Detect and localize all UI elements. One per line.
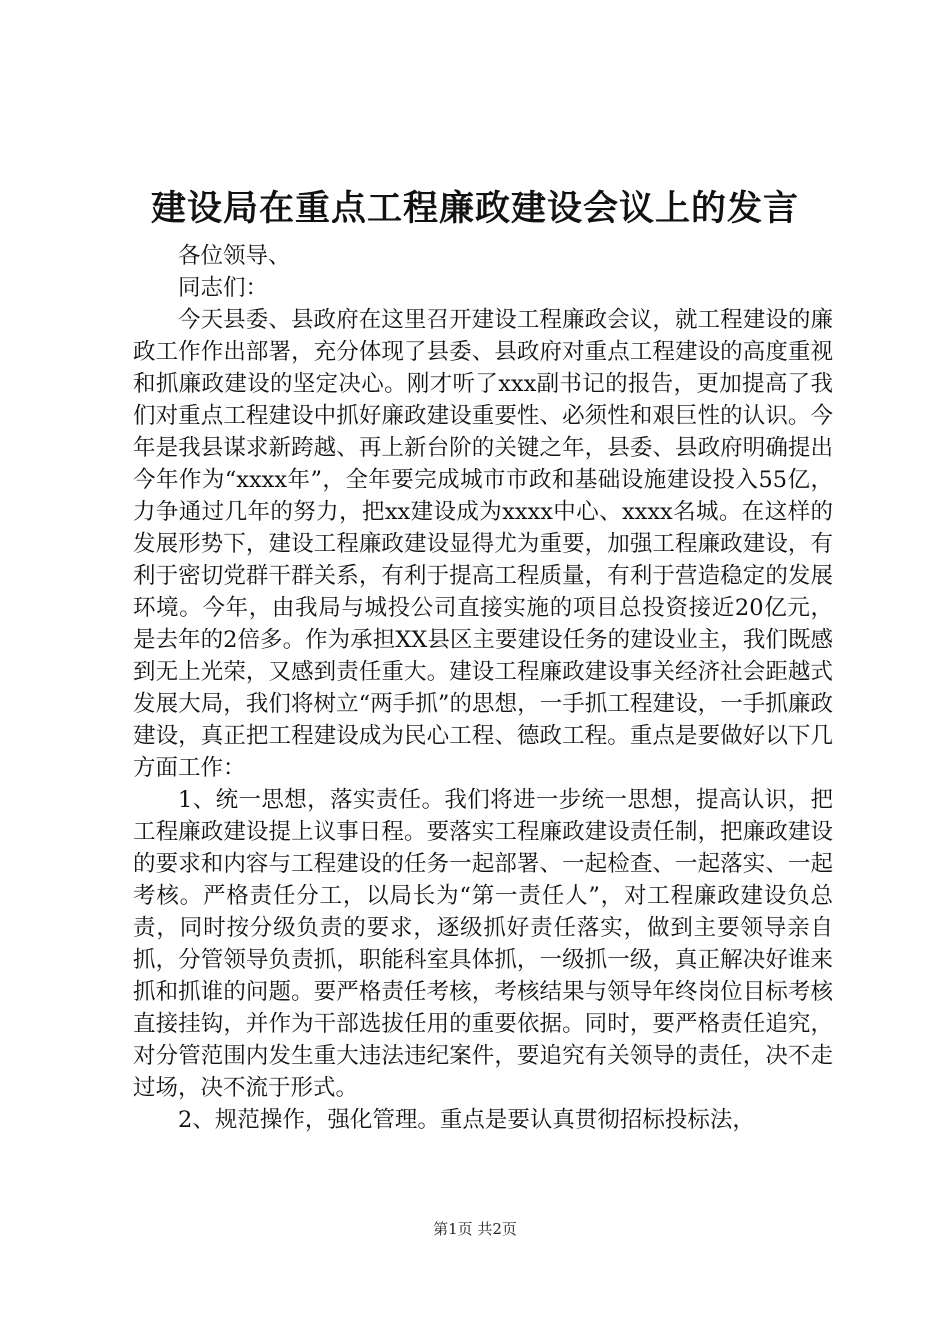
salutation-leaders: 各位领导、 [178,243,291,269]
document-title: 建设局在重点工程廉政建设会议上的发言 [150,188,799,229]
page-number-footer: 第1页 共2页 [433,1220,517,1238]
document-body [133,240,833,1136]
paragraph-item-2: 2、规范操作，强化管理。重点是要认真贯彻招标投标法， [178,1107,755,1133]
paragraph-introduction: 今天县委、县政府在这里召开建设工程廉政会议，就工程建设的廉政工作作出部署，充分体现了县委、县政府对重点工程建设的高度重视和抓廉政建设的坚定决心。刚才听了xxx副书记的报告，更加提高了我们对重点工程建设中抓好廉政建设重要性、必须性和艰巨性的认识。今年是我县谋求新跨越、再上新台阶的关键之年，县委、县政府明确提出今年作为“xxxx年”，全年要完成城市市政和基础设施建设投入55亿，力争通过几年的努力，把xx建设成为xxxx中心、xxxx名城。在这样的发展形势下，建设工程廉政建设显得尤为重要，加强工程廉政建设，有利于密切党群干群关系，有利于提高工程质量，有利于营造稳定的发展环境。今年，由我局与城投公司直接实施的项目总投资接近20亿元，是去年的2倍多。作为承担XX县区主要建设任务的建设业主，我们既感到无上光荣，又感到责任重大。建设工程廉政建设事关经济社会距越式发展大局，我们将树立“两手抓”的思想，一手抓工程建设，一手抓廉政建设，真正把工程建设成为民心工程、德政工程。重点是要做好以下几方面工作： [133,307,833,781]
salutation-comrades: 同志们： [178,275,269,301]
paragraph-item-1: 1、统一思想，落实责任。我们将进一步统一思想，提高认识，把工程廉政建设提上议事日程。要落实工程廉政建设责任制，把廉政建设的要求和内容与工程建设的任务一起部署、一起检查、一起落实、一起考核。严格责任分工，以局长为“第一责任人”，对工程廉政建设负总责，同时按分级负责的要求，逐级抓好责任落实，做到主要领导亲自抓，分管领导负责抓，职能科室具体抓，一级抓一级，真正解决好谁来抓和抓谁的问题。要严格责任考核，考核结果与领导年终岗位目标考核直接挂钩，并作为干部选拔任用的重要依据。同时，要严格责任追究，对分管范围内发生重大违法违纪案件，要追究有关领导的责任，决不走过场，决不流于形式。 [133,787,833,1101]
